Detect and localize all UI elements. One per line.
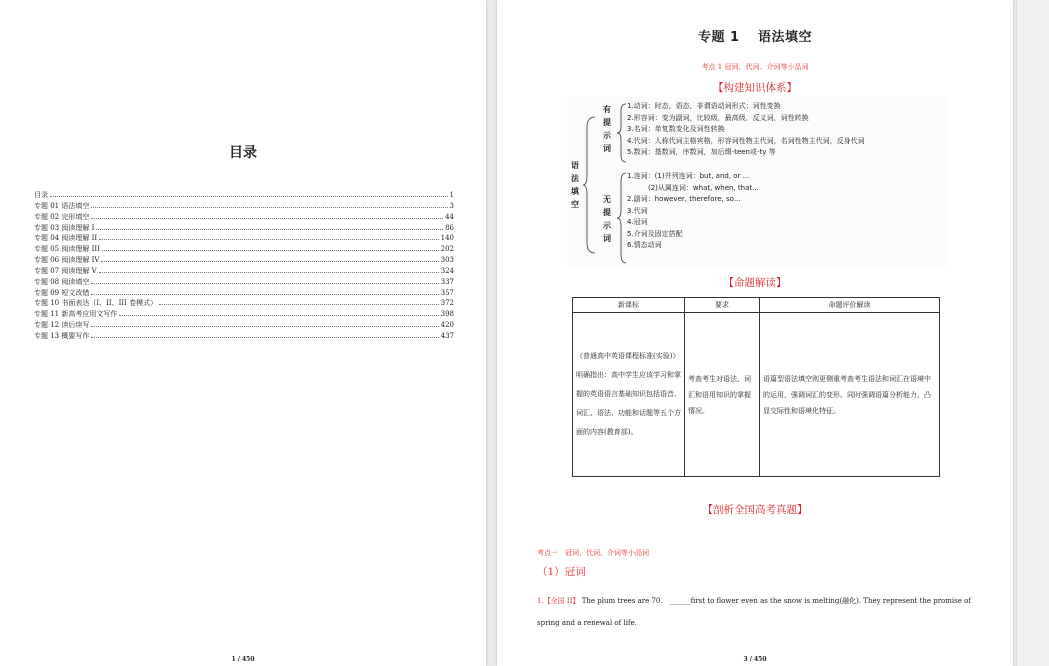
table-header: 命题评价解读 bbox=[760, 298, 940, 313]
question-item bbox=[537, 590, 977, 634]
toc-leader-dots bbox=[101, 255, 438, 262]
knowledge-point-label: 考点一 冠词、代词、介词等小品词 bbox=[537, 549, 649, 557]
diagram-item: 5.数词：基数词，序数词，加后缀-teen或-ty 等 bbox=[627, 148, 776, 156]
toc-entry-page: 420 bbox=[440, 321, 454, 330]
toc-entry[interactable] bbox=[34, 331, 454, 342]
table-cell-evaluation: 语篇型语法填空则更侧重考查考生语法和词汇在语境中的运用，强调词汇的变形。同时强调语篇分析能力，凸显交际性和语境化特征。 bbox=[760, 313, 940, 477]
toc-leader-dots bbox=[119, 309, 438, 316]
table-cell-requirement: 考查考生对语法、词汇和语用知识的掌握情况。 bbox=[685, 313, 760, 477]
question-text: The plum trees are 70. ______first to flower even as the snow is melting(融化). They represent the promise of spring and a renewal of life. bbox=[537, 597, 971, 627]
chapter-subtitle: 考点 1 冠词、代词、介词等小品词 bbox=[701, 63, 809, 71]
branch-label-unhinted: 无提示词 bbox=[603, 195, 611, 243]
toc-entry[interactable] bbox=[34, 309, 454, 320]
root-brace-icon bbox=[583, 115, 597, 255]
toc-leader-dots bbox=[91, 331, 438, 338]
table-header-row bbox=[573, 298, 940, 313]
toc-entry-page: 372 bbox=[440, 299, 454, 308]
diagram-item: (2)从属连词：what, when, that... bbox=[627, 183, 759, 192]
table-cell-curriculum: 《普通高中英语课程标准(实验)》明确指出：高中学生应该学习和掌握的英语语言基础知识包括语音、词汇、语法、功能和话题等五个方面的内容(教育部)。 bbox=[573, 313, 685, 477]
toc-entry[interactable] bbox=[34, 255, 454, 266]
toc-entry-label: 专题 09 短文改错 bbox=[34, 288, 90, 297]
toc-entry-page: 1 bbox=[449, 191, 454, 199]
toc-entry-page: 44 bbox=[445, 212, 454, 221]
diagram-item: 3.代词 bbox=[627, 206, 648, 215]
section-heading-analysis: 【剖析全国高考真题】 bbox=[702, 504, 808, 516]
toc-entry-label: 专题 05 阅读理解 III bbox=[34, 245, 100, 254]
toc-entry[interactable] bbox=[34, 212, 454, 223]
interpretation-table bbox=[572, 297, 940, 477]
toc-entry-page: 303 bbox=[440, 256, 454, 265]
page-number: 3 / 450 bbox=[743, 656, 767, 663]
toc-entry-page: 398 bbox=[440, 310, 454, 319]
toc-entry-label: 专题 11 新高考应用文写作 bbox=[34, 310, 118, 319]
branch2-brace-icon bbox=[617, 172, 627, 264]
toc-entry-label: 专题 02 完形填空 bbox=[34, 212, 90, 221]
toc-leader-dots bbox=[99, 233, 439, 240]
toc-title: 目录 bbox=[229, 145, 257, 161]
toc-leader-dots bbox=[91, 288, 438, 295]
toc-leader-dots bbox=[99, 266, 439, 273]
toc-entry[interactable] bbox=[34, 298, 454, 309]
diagram-item: 5.介词及固定搭配 bbox=[627, 229, 683, 238]
toc-leader-dots bbox=[91, 320, 438, 327]
question-source: 【全国 II】 bbox=[543, 597, 580, 605]
table-header: 新课标 bbox=[573, 298, 685, 313]
table-row bbox=[573, 313, 940, 477]
toc-entry[interactable] bbox=[34, 320, 454, 331]
toc-leader-dots bbox=[102, 244, 439, 251]
toc-leader-dots bbox=[91, 277, 438, 284]
table-of-contents bbox=[34, 190, 454, 342]
toc-entry[interactable] bbox=[34, 277, 454, 288]
toc-entry-label: 专题 01 语法填空 bbox=[34, 201, 90, 210]
diagram-root-label: 语法填空 bbox=[571, 161, 579, 209]
page-number: 1 / 450 bbox=[231, 656, 255, 663]
toc-leader-dots bbox=[91, 212, 443, 219]
knowledge-diagram bbox=[567, 97, 947, 267]
toc-entry-page: 324 bbox=[440, 266, 454, 275]
diagram-item: 2.形容词：变为副词，比较级，最高级，反义词，词性转换 bbox=[627, 113, 809, 122]
toc-entry-page: 337 bbox=[440, 277, 454, 286]
diagram-item: 6.情态动词 bbox=[627, 241, 662, 249]
diagram-item: 4.代词：人称代词主格宾格，形容词性物主代词，名词性物主代词，反身代词 bbox=[627, 136, 865, 145]
section-heading-build: 【构建知识体系】 bbox=[713, 82, 797, 94]
toc-entry-page: 202 bbox=[440, 245, 454, 254]
toc-entry[interactable] bbox=[34, 201, 454, 212]
toc-entry-label: 专题 03 阅读理解 I bbox=[34, 223, 95, 232]
branch1-brace-icon bbox=[617, 103, 627, 163]
toc-entry-label: 专题 10 书面表达（I、II、III 卷模式） bbox=[34, 299, 158, 308]
toc-entry-label: 目录 bbox=[34, 191, 48, 199]
toc-entry-label: 专题 06 阅读理解 IV bbox=[34, 256, 100, 265]
branch-label-hinted: 有提示词 bbox=[603, 105, 611, 153]
toc-entry[interactable] bbox=[34, 190, 454, 201]
toc-leader-dots bbox=[91, 201, 447, 208]
diagram-item: 4.冠词 bbox=[627, 218, 648, 226]
table-header: 要求 bbox=[685, 298, 760, 313]
toc-entry-label: 专题 04 阅读理解 II bbox=[34, 234, 98, 243]
toc-entry-label: 专题 08 阅读填空 bbox=[34, 277, 90, 286]
toc-entry[interactable] bbox=[34, 244, 454, 255]
toc-entry-label: 专题 07 阅读理解 V bbox=[34, 266, 97, 275]
toc-leader-dots bbox=[50, 190, 448, 197]
document-page-left bbox=[0, 0, 486, 666]
toc-leader-dots bbox=[96, 223, 443, 230]
toc-entry[interactable] bbox=[34, 288, 454, 299]
toc-entry-label: 专题 13 概要写作 bbox=[34, 331, 90, 340]
sub-point-label: （1）冠词 bbox=[537, 566, 586, 578]
document-page-right bbox=[497, 0, 1013, 666]
toc-entry-page: 437 bbox=[440, 331, 454, 340]
toc-entry-page: 140 bbox=[440, 234, 454, 243]
toc-entry-page: 86 bbox=[445, 223, 454, 232]
toc-entry[interactable] bbox=[34, 223, 454, 234]
diagram-item: 2.副词：however, therefore, so... bbox=[627, 195, 741, 203]
toc-entry-label: 专题 12 读后续写 bbox=[34, 321, 90, 330]
toc-entry[interactable] bbox=[34, 233, 454, 244]
diagram-item: 3.名词：单复数变化及词性转换 bbox=[627, 125, 725, 133]
scrollbar-track[interactable] bbox=[1016, 0, 1049, 666]
toc-entry-page: 3 bbox=[449, 201, 454, 210]
question-number: 1. bbox=[537, 597, 544, 605]
toc-entry[interactable] bbox=[34, 266, 454, 277]
chapter-title: 专题 1 语法填空 bbox=[697, 30, 813, 45]
diagram-item: 1.动词：时态，语态，非谓语动词形式；词性变换 bbox=[627, 102, 781, 110]
toc-leader-dots bbox=[159, 298, 438, 305]
diagram-item: 1.连词：(1)并列连词：but, and, or ... bbox=[627, 172, 750, 180]
section-heading-interpretation: 【命题解读】 bbox=[723, 277, 787, 289]
toc-entry-page: 357 bbox=[440, 288, 454, 297]
